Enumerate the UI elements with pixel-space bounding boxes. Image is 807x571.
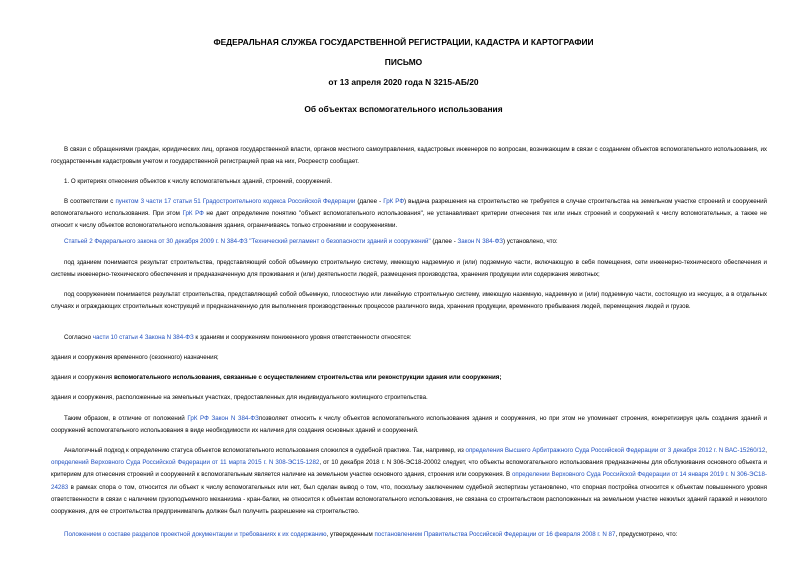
doc-subject: Об объектах вспомогательного использования	[304, 104, 503, 114]
paragraph-court-practice	[51, 445, 767, 518]
link-vas-ruling[interactable]: определения Высшего Арбитражного Суда Российской Федерации от 3 декабря 2012 г. N ВАС-15260/12	[465, 447, 766, 454]
text-run: Согласно	[64, 334, 93, 341]
link-law-384-2[interactable]: Закон N 384-ФЗ	[211, 415, 259, 422]
list-item-izhs: здания и сооружения, расположенные на земельных участках, предоставленных для индивидуального жилищного строительства.	[51, 394, 428, 401]
link-grk-rf[interactable]: ГрК РФ	[383, 198, 405, 205]
paragraph-regulation-87	[51, 529, 767, 541]
paragraph-structure-definition: под сооружением понимается результат строительства, представляющий собой объемную, плоскостную или линейную строительную систему, имеющую наземную, надземную и (или) подземную части, состоящую из несущих, а в отдельных случаях и ограждающих строительных конструкций и предназначенную для выполнения производственных процессов различного вида, хранения продукции, временного пребывания людей, перемещения людей и грузов.	[51, 291, 767, 311]
text-run: (далее -	[355, 198, 384, 205]
paragraph-grk-rf	[51, 196, 767, 233]
paragraph-building-definition: под зданием понимается результат строительства, представляющий собой объемную строительную систему, имеющую надземную и (или) подземную части, включающую в себя помещения, сети инженерно-технического обеспечения и системы инженерно-технического обеспечения и предназначенную для проживания и (или) деятельности людей, размещения производства, хранения продукции или содержания животных;	[51, 259, 767, 279]
text-run: ) выдача разрешения на строительство не требуется в случае строительства на земельном участке строений и сооружений вспомогательного использования. При этом	[51, 198, 768, 218]
doc-type: ПИСЬМО	[384, 57, 423, 67]
link-grk-rf-3[interactable]: ГрК РФ	[187, 415, 209, 422]
text-run: здания и сооружения	[51, 374, 114, 381]
text-run: Таким образом, в отличие от положений	[64, 415, 188, 422]
link-grk-article-51[interactable]: пунктом 3 части 17 статьи 51 Градостроительного кодекса Российской Федерации	[115, 198, 356, 205]
doc-date-number: от 13 апреля 2020 года N 3215-АБ/20	[328, 77, 479, 87]
list-item-temporary: здания и сооружения временного (сезонного) назначения;	[51, 354, 219, 361]
paragraph-section-1-heading: 1. О критериях отнесения объектов к числу вспомогательных зданий, строений, сооружений.	[64, 178, 332, 185]
text-run: ,	[765, 447, 767, 454]
text-run: , предусмотрено, что:	[615, 531, 678, 538]
text-run: Аналогичный подход к определению статуса объектов вспомогательного использования сложился в судебной практике. Так, например, из	[64, 447, 466, 454]
text-run: позволяет относить к числу объектов вспомогательного использования здания и сооружения, но при этом не упоминает строения, конкретизируя цель создания зданий и сооружений вспомогательного использования в виде необходимости их наличия для создания основных зданий и сооружений.	[51, 415, 768, 435]
link-law-384-article-4[interactable]: части 10 статьи 4 Закона N 384-ФЗ	[92, 334, 194, 341]
paragraph-reduced-level	[51, 332, 767, 344]
link-regulation-sections[interactable]: Положением о составе разделов проектной документации и требованиях к их содержанию	[64, 531, 327, 538]
link-vs-ruling-2015[interactable]: определений Верховного Суда Российской Федерации от 11 марта 2015 г. N 308-ЭС15-1282	[51, 459, 320, 467]
link-government-decree-87[interactable]: постановлением Правительства Российской Федерации от 16 февраля 2008 г. N 87	[374, 531, 616, 538]
list-item-auxiliary	[51, 372, 767, 384]
text-run: в рамках спора о том, относится ли объект к числу вспомогательных или нет, был сделан вывод о том, что, поскольку заключением судебной экспертизы установлено, что спорная постройка относится к объектам повышенного уровня ответственности в связи с наличием грузоподъемного механизма - кран-балки, не относится к объектам вспомогательного использования, не связана со строительством расположенных на земельном участке нежилых зданий гаражей и нежилого сооружения, для ее строительства предприниматель должен был получить разрешение на строительство.	[51, 483, 767, 516]
link-law-384[interactable]: Закон N 384-ФЗ	[457, 238, 504, 245]
text-run: не дает определение понятию "объект вспомогательного использования", не устанавливает критерии отнесения тех или иных строений и сооружений к числу вспомогательных, а также не относит к числу объектов вспомогательного использования здания, ограничиваясь только строениями и сооружениями.	[51, 210, 768, 230]
agency-title: ФЕДЕРАЛЬНАЯ СЛУЖБА ГОСУДАРСТВЕННОЙ РЕГИСТРАЦИИ, КАДАСТРА И КАРТОГРАФИИ	[213, 37, 594, 47]
text-run: В соответствии с	[64, 198, 116, 205]
paragraph-intro: В связи с обращениями граждан, юридических лиц, органов государственной власти, органов местного самоуправления, кадастровых инженеров по вопросам, возникающим в связи с созданием объектов вспомогательного использования, их государственным кадастровым учетом и государственной регистрацией прав на них, Росреестр сообщает.	[51, 146, 767, 166]
paragraph-law-384	[51, 236, 767, 248]
link-law-384-article-2[interactable]: Статьей 2 Федерального закона от 30 декабря 2009 г. N 384-ФЗ "Технический регламент о безопасности зданий и сооружений"	[64, 238, 431, 245]
text-run: , утвержденным	[326, 531, 375, 538]
bold-run: вспомогательного использования, связанные с осуществлением строительства или реконструкции здания или сооружения;	[113, 374, 502, 381]
link-vs-ruling-2019[interactable]: определении Верховного Суда Российской Федерации от 14 января 2019 г. N 306-ЭС18-24283	[51, 471, 767, 491]
text-run: , от 10 декабря 2018 г. N 306-ЭС18-20002 следует, что объекты вспомогательного использования предназначены для обслуживания основного объекта и критерием для отнесения строений и сооружений к вспомогательным является наличие на земельном участке основного здания, строения или сооружения. В	[51, 459, 767, 479]
text-run: ) установлено, что:	[503, 238, 558, 245]
paragraph-conclusion	[51, 413, 767, 437]
link-grk-rf-2[interactable]: ГрК РФ	[182, 210, 204, 218]
text-run: к зданиям и сооружениям пониженного уровня ответственности относятся:	[193, 334, 412, 341]
text-run: (далее -	[430, 238, 458, 245]
